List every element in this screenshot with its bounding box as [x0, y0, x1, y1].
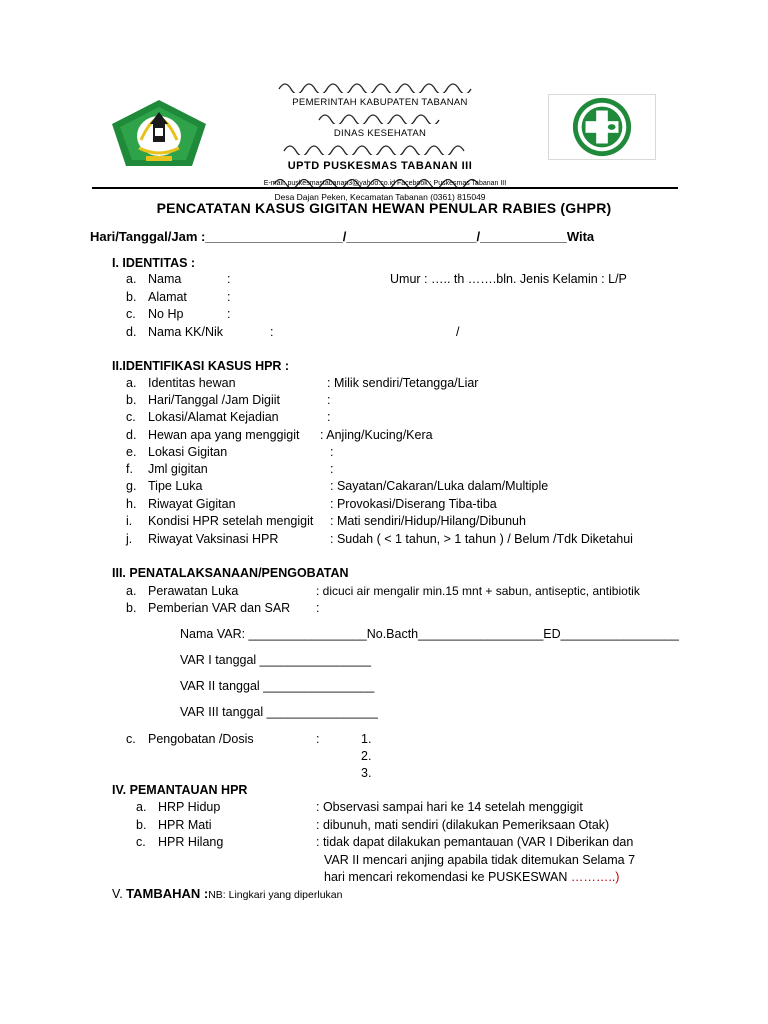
- item-mark: b.: [126, 393, 137, 407]
- section-identitas-heading: I. IDENTITAS :: [112, 256, 196, 270]
- department-name: DINAS KESEHATAN: [333, 128, 427, 139]
- item-value: : dibunuh, mati sendiri (dilakukan Pemeriksaan Otak): [316, 818, 610, 832]
- item-mark: c.: [136, 835, 146, 849]
- item-colon: :: [227, 272, 231, 286]
- section-note: NB: Lingkari yang diperlukan: [208, 889, 343, 901]
- kabupaten-emblem-icon: [106, 98, 212, 168]
- email-line: E-mail: puskesmastabanan3@yahoo.co.id Facebook : Puskesmas Tabanan III: [263, 180, 507, 187]
- section-identifikasi-heading: II.IDENTIFIKASI KASUS HPR :: [112, 359, 290, 373]
- section-tambahan: [112, 886, 342, 901]
- red-dots: ………..): [570, 870, 620, 884]
- item-label: Pengobatan /Dosis: [148, 732, 254, 746]
- balinese-script-line-1: [275, 79, 485, 93]
- section-pemantauan-heading: IV. PEMANTAUAN HPR: [112, 783, 248, 797]
- item-label: HPR Mati: [158, 818, 212, 832]
- item-mark: d.: [126, 428, 137, 442]
- item-value: :: [330, 462, 334, 476]
- item-mark: b.: [136, 818, 147, 832]
- item-mark: j.: [126, 532, 133, 546]
- dose-number: 1.: [361, 732, 372, 746]
- item-mark: b.: [126, 290, 137, 304]
- nik-separator: /: [456, 325, 460, 339]
- var-2-line: VAR II tanggal ________________: [180, 679, 375, 693]
- item-mark: c.: [126, 307, 136, 321]
- item-value: :: [327, 410, 331, 424]
- dose-number: 2.: [361, 749, 372, 763]
- item-mark: a.: [126, 272, 137, 286]
- pemantauan-continuation: [324, 870, 619, 884]
- item-colon: :: [227, 290, 231, 304]
- item-label: Lokasi Gigitan: [148, 445, 228, 459]
- item-value: :: [330, 445, 334, 459]
- item-label: Jml gigitan: [148, 462, 208, 476]
- item-label: Pemberian VAR dan SAR: [148, 601, 291, 615]
- item-mark: c.: [126, 410, 136, 424]
- item-mark: g.: [126, 479, 137, 493]
- item-value: : Sayatan/Cakaran/Luka dalam/Multiple: [330, 479, 549, 493]
- item-value: :: [327, 393, 331, 407]
- item-value: : tidak dapat dilakukan pemantauan (VAR I Diberikan dan: [316, 835, 634, 849]
- item-mark: d.: [126, 325, 137, 339]
- item-value: : Sudah ( < 1 tahun, > 1 tahun ) / Belum /Tdk Diketahui: [330, 532, 633, 546]
- item-mark: c.: [126, 732, 136, 746]
- item-mark: a.: [126, 584, 137, 598]
- item-label: Nama KK/Nik: [148, 325, 224, 339]
- section-tambahan-heading: TAMBAHAN :: [126, 886, 209, 901]
- item-label: Kondisi HPR setelah mengigit: [148, 514, 314, 528]
- government-name: PEMERINTAH KABUPATEN TABANAN: [292, 97, 468, 108]
- item-colon: :: [227, 307, 231, 321]
- item-label: Hewan apa yang menggigit: [148, 428, 300, 442]
- item-label: Riwayat Vaksinasi HPR: [148, 532, 279, 546]
- section-penatalaksanaan-heading: III. PENATALAKSANAAN/PENGOBATAN: [112, 566, 349, 580]
- item-value: : dicuci air mengalir min.15 mnt + sabun, antiseptic, antibiotik: [316, 584, 640, 598]
- balinese-script-line-3: [280, 141, 480, 155]
- item-mark: e.: [126, 445, 137, 459]
- item-value: : Anjing/Kucing/Kera: [320, 428, 433, 442]
- item-label: No Hp: [148, 307, 184, 321]
- item-label: Tipe Luka: [148, 479, 203, 493]
- item-mark: f.: [126, 462, 133, 476]
- address: Desa Dajan Peken, Kecamatan Tabanan (0361) 815049: [274, 192, 486, 202]
- item-value: : Observasi sampai hari ke 14 setelah menggigit: [316, 800, 583, 814]
- umur-jenis-kelamin: Umur : ….. th …….bln. Jenis Kelamin : L/P: [390, 272, 627, 286]
- item-value: : Milik sendiri/Tetangga/Liar: [327, 376, 479, 390]
- item-label: Riwayat Gigitan: [148, 497, 236, 511]
- item-label: Lokasi/Alamat Kejadian: [148, 410, 279, 424]
- item-value: :: [316, 601, 320, 615]
- item-value: : Mati sendiri/Hidup/Hilang/Dibunuh: [330, 514, 526, 528]
- balinese-script-line-2: [315, 110, 445, 124]
- letterhead: [92, 78, 678, 202]
- nama-var-line: Nama VAR: _________________No.Bacth__________________ED_________________: [180, 627, 679, 641]
- item-label: Perawatan Luka: [148, 584, 239, 598]
- var-1-line: VAR I tanggal ________________: [180, 653, 371, 667]
- item-colon: :: [316, 732, 320, 746]
- item-mark: a.: [136, 800, 147, 814]
- item-mark: i.: [126, 514, 133, 528]
- item-label: Alamat: [148, 290, 187, 304]
- pemantauan-continuation: VAR II mencari anjing apabila tidak ditemukan Selama 7: [324, 853, 636, 867]
- item-label: Hari/Tanggal /Jam Digiit: [148, 393, 280, 407]
- var-3-line: VAR III tanggal ________________: [180, 705, 378, 719]
- item-label: HRP Hidup: [158, 800, 221, 814]
- header-divider: [92, 187, 678, 189]
- item-colon: :: [270, 325, 274, 339]
- section-number: V.: [112, 887, 127, 901]
- dose-number: 3.: [361, 766, 372, 780]
- item-mark: a.: [126, 376, 137, 390]
- continuation-text: hari mencari rekomendasi ke PUSKESWAN: [324, 870, 571, 884]
- date-time-line: Hari/Tanggal/Jam :___________________/__________________/____________Wita: [90, 229, 595, 244]
- item-label: Identitas hewan: [148, 376, 236, 390]
- organization-name: UPTD PUSKESMAS TABANAN III: [287, 160, 473, 172]
- item-label: Nama: [148, 272, 182, 286]
- puskesmas-logo-icon: [548, 94, 656, 160]
- form-title: PENCATATAN KASUS GIGITAN HEWAN PENULAR RABIES (GHPR): [156, 200, 612, 216]
- item-mark: b.: [126, 601, 137, 615]
- item-mark: h.: [126, 497, 137, 511]
- item-value: : Provokasi/Diserang Tiba-tiba: [330, 497, 497, 511]
- item-label: HPR Hilang: [158, 835, 224, 849]
